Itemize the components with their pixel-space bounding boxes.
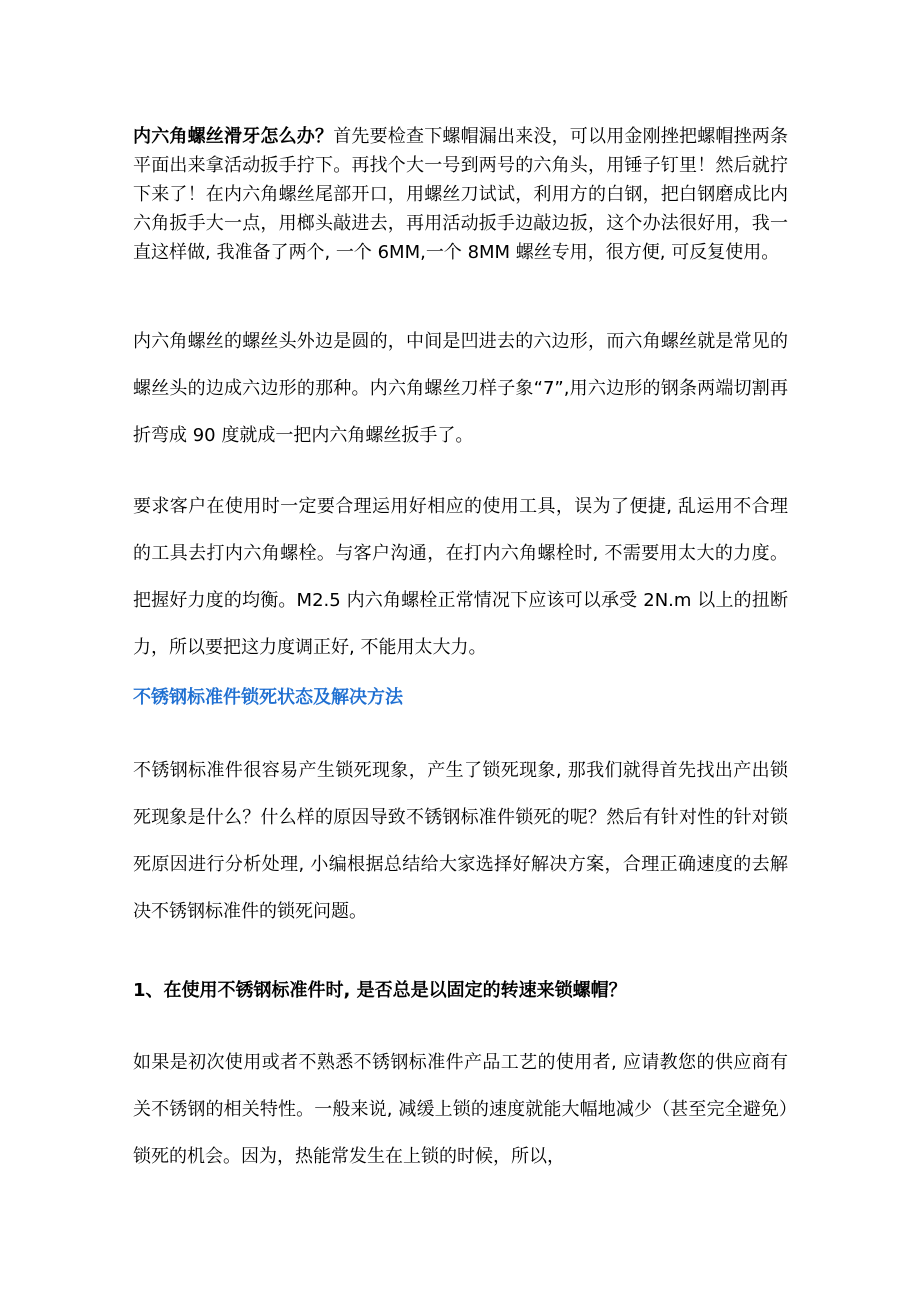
- paragraph-tool-usage: 要求客户在使用时一定要合理运用好相应的使用工具，误为了便捷, 乱运用不合理的工具去打内六角螺栓。与客户沟通，在打内六角螺栓时, 不需要用太大的力度。把握好力度的均衡。M2.5 内六角螺栓正常情况下应该可以承受 2N.m 以上的扭断力，所以要把这力度调正好, 不能用太大力。: [133, 496, 788, 658]
- paragraph-hex-screw-description: 内六角螺丝的螺丝头外边是圆的，中间是凹进去的六边形，而六角螺丝就是常见的螺丝头的边成六边形的那种。内六角螺丝刀样子象“7”,用六边形的钢条两端切割再折弯成 90 度就成一把内六角螺丝扳手了。: [133, 331, 788, 446]
- paragraph-locking-intro: 不锈钢标准件很容易产生锁死现象，产生了锁死现象, 那我们就得首先找出产出锁死现象是什么？什么样的原因导致不锈钢标准件锁死的呢？然后有针对性的针对锁死原因进行分析处理, 小编根据总结给大家选择好解决方案，合理正确速度的去解决不锈钢标准件的锁死问题。: [133, 760, 788, 922]
- section-heading: 不锈钢标准件锁死状态及解决方法: [133, 687, 403, 708]
- paragraph-body: 首先要检查下螺帽漏出来没，可以用金刚挫把螺帽挫两条平面出来拿活动扳手拧下。再找个大一号到两号的六角头，用锤子钉里！然后就拧下来了！在内六角螺丝尾部开口，用螺丝刀试试，利用方的白钢，把白钢磨成比内六角扳手大一点，用榔头敲进去，再用活动扳手边敲边扳，这个办法很好用，我一直这样做, 我准备了两个, 一个 6MM,一个 8MM 螺丝专用，很方便, 可反复使用。: [133, 126, 789, 263]
- paragraph-lead-question: 内六角螺丝滑牙怎么办？: [133, 126, 334, 147]
- paragraph-hex-screw-stripped: [133, 122, 788, 267]
- paragraph-locking-speed: 如果是初次使用或者不熟悉不锈钢标准件产品工艺的使用者, 应请教您的供应商有关不锈钢的相关特性。一般来说, 减缓上锁的速度就能大幅地减少（甚至完全避免）锁死的机会。因为，热能常发生在上锁的时候，所以，: [133, 1052, 788, 1167]
- numbered-subheading: 1、在使用不锈钢标准件时, 是否总是以固定的转速来锁螺帽？: [133, 980, 627, 1001]
